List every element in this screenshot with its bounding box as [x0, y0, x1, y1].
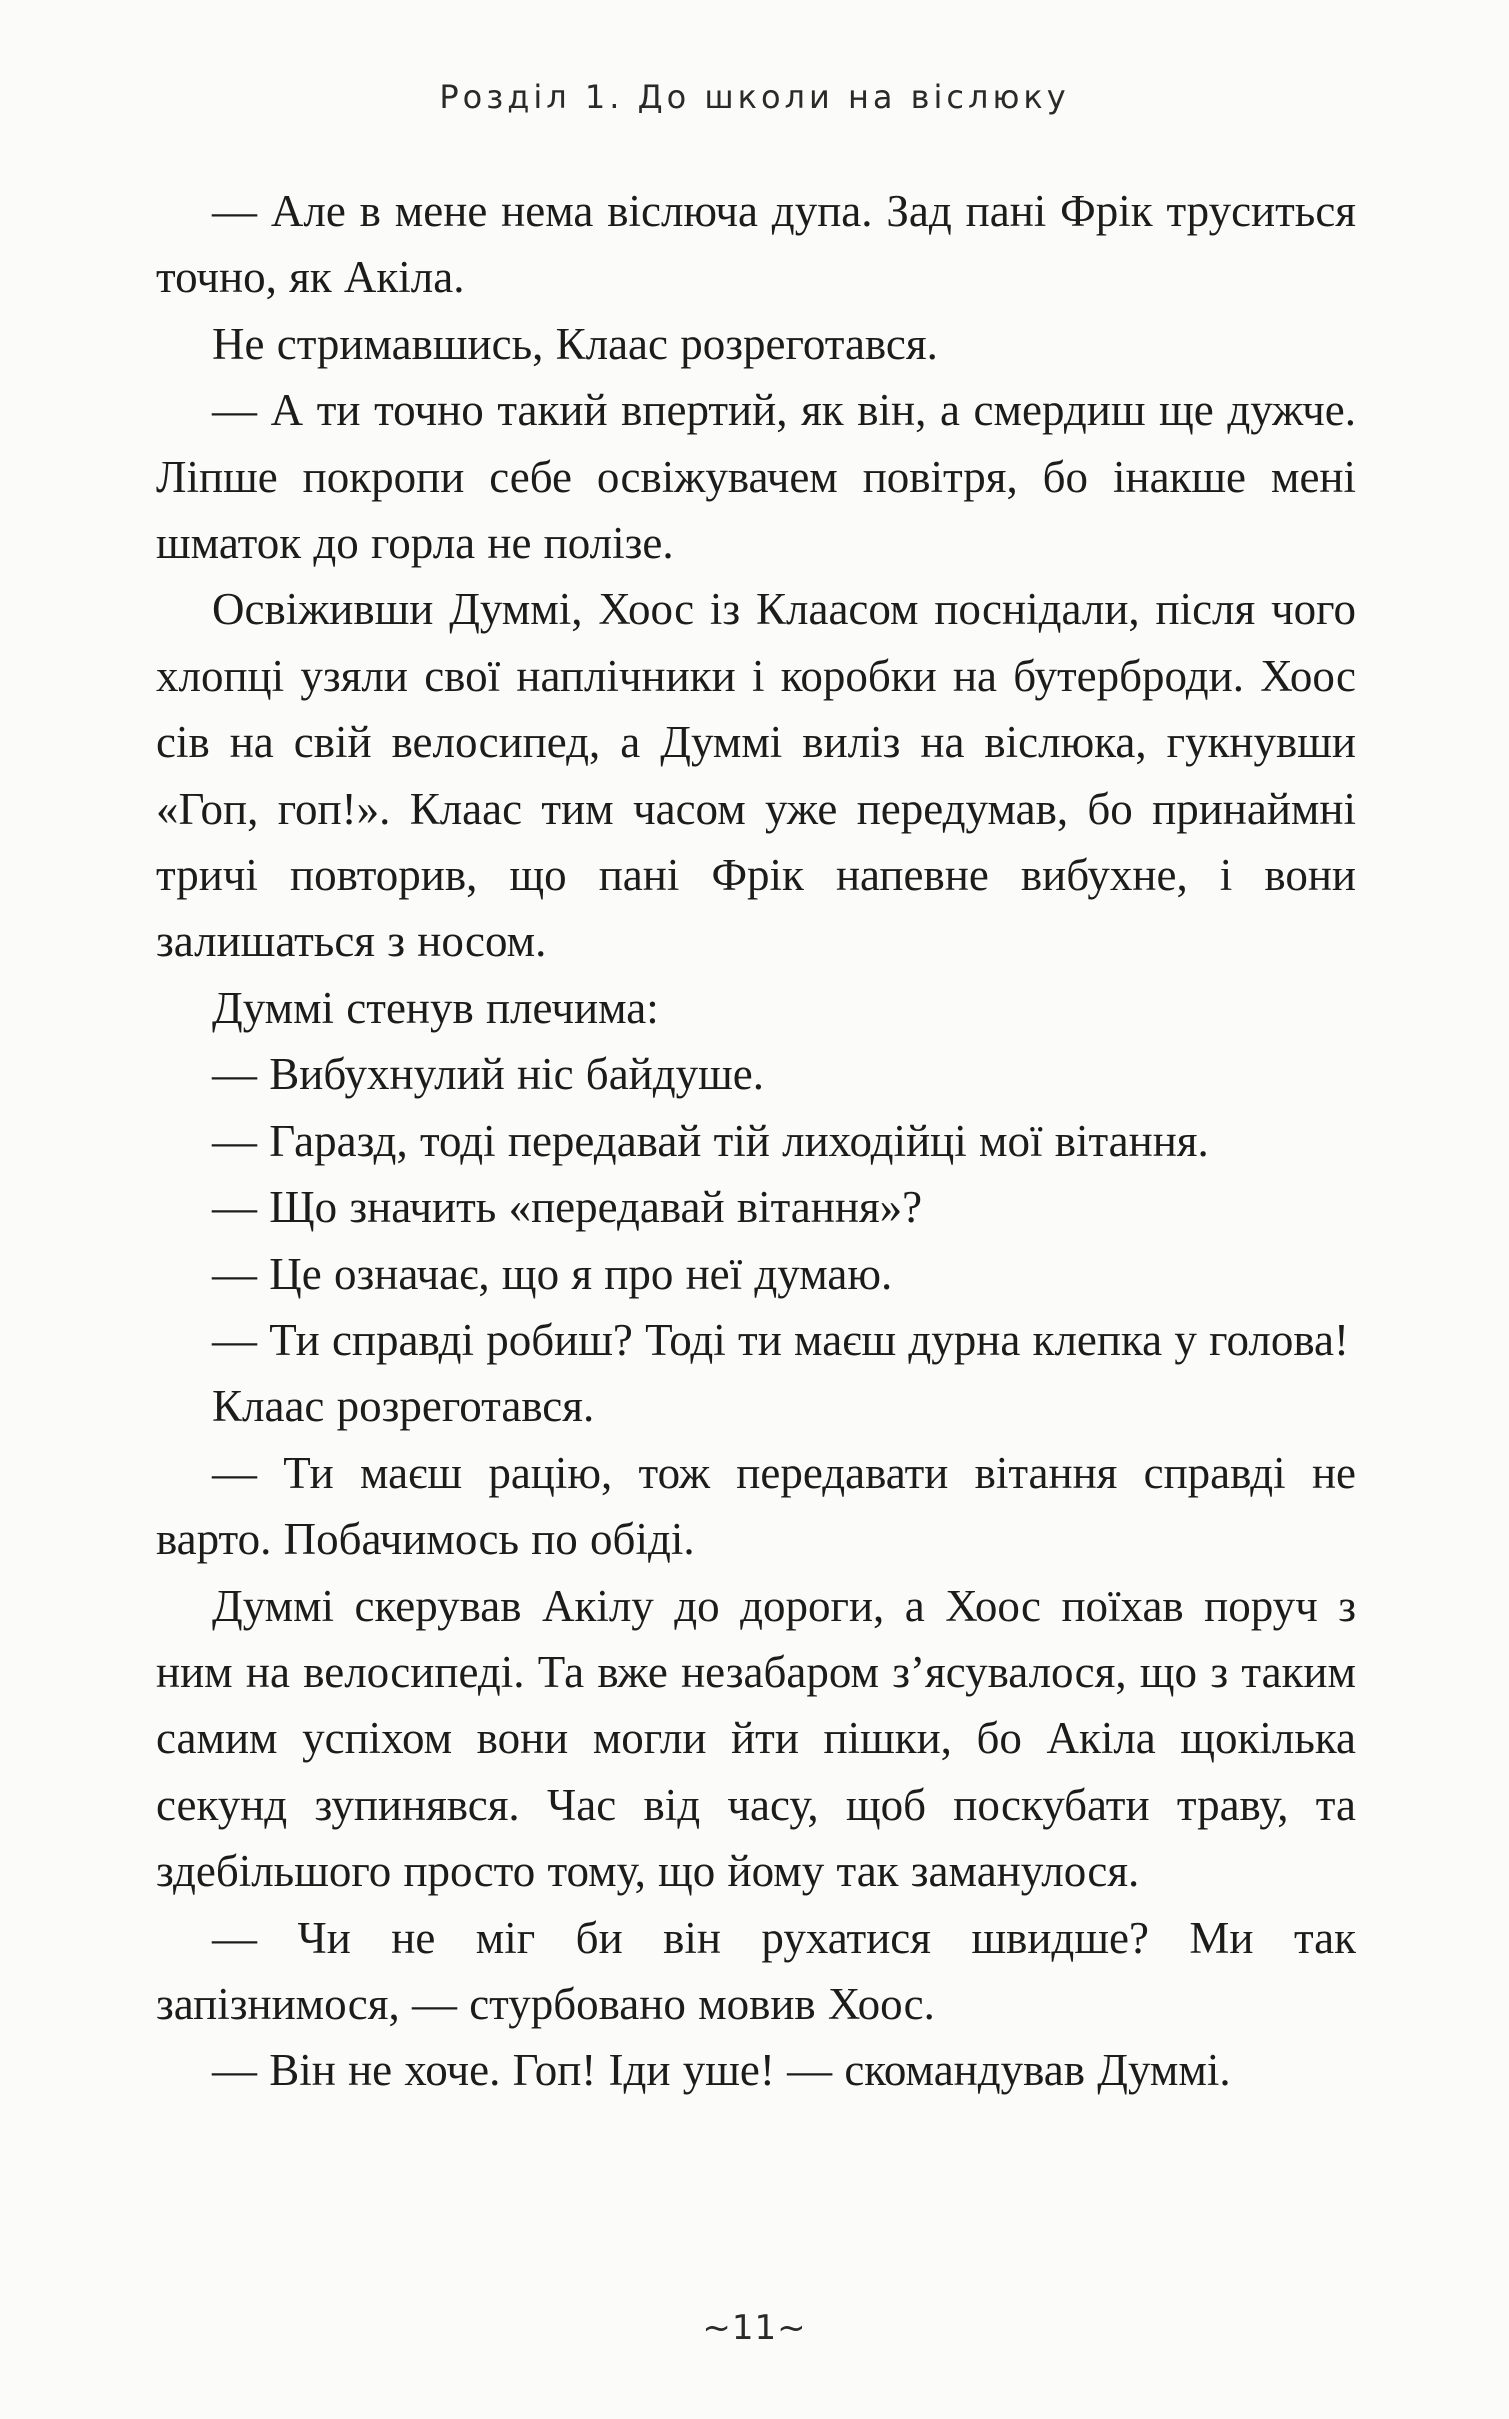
paragraph: Освіживши Думмі, Хоос із Клаасом поснідали, після чого хлопці узяли свої наплічники і коробки на бутерброди. Хоос сів на свій велосипед, а Думмі виліз на віслюка, гукнувши «Гоп, гоп!». Клаас тим часом уже передумав, бо принаймні тричі повторив, що пані Фрік напевне вибухне, і вони залишаться з носом. [156, 584, 1356, 967]
paragraph: — Це означає, що я про неї думаю. [212, 1248, 893, 1299]
paragraph: — Гаразд, тоді передавай тій лиходійці мої вітання. [212, 1115, 1209, 1166]
paragraph: — Що значить «передавай вітання»? [212, 1182, 923, 1233]
paragraph: — Але в мене нема віслюча дупа. Зад пані Фрік труситься точно, як Акіла. [156, 186, 1356, 303]
paragraph: Думмі стенув плечима: [212, 982, 659, 1033]
paragraph: — Ти справді робиш? Тоді ти маєш дурна клепка у голова! [212, 1314, 1349, 1365]
body-text [156, 178, 1356, 2104]
paragraph: Не стримавшись, Клаас розреготався. [212, 318, 938, 369]
paragraph: Думмі скерував Акілу до дороги, а Хоос поїхав поруч з ним на велосипеді. Та вже незабаром з’ясувалося, що з таким самим успіхом вони могли йти пішки, бо Акіла щокілька секунд зупинявся. Час від часу, щоб поскубати траву, та здебільшого просто тому, що йому так заманулося. [156, 1580, 1356, 1897]
paragraph: — Ти маєш рацію, тож передавати вітання справді не варто. Побачимось по обіді. [156, 1447, 1356, 1565]
running-head: Розділ 1. До школи на віслюку [439, 78, 1070, 116]
page-number: ~11~ [702, 2308, 807, 2348]
paragraph: — Він не хоче. Гоп! Іди уше! — скомандував Думмі. [212, 2045, 1231, 2096]
paragraph: — Чи не міг би він рухатися швидше? Ми так запізнимося, — стурбовано мовив Хоос. [156, 1912, 1356, 2029]
paragraph: — А ти точно такий впертий, як він, а смердиш ще дужче. Ліпше покропи себе освіжувачем повітря, бо інакше мені шматок до горла не полізе. [156, 385, 1356, 569]
paragraph: Клаас розреготався. [212, 1381, 595, 1432]
paragraph: — Вибухнулий ніс байдуше. [212, 1049, 765, 1100]
